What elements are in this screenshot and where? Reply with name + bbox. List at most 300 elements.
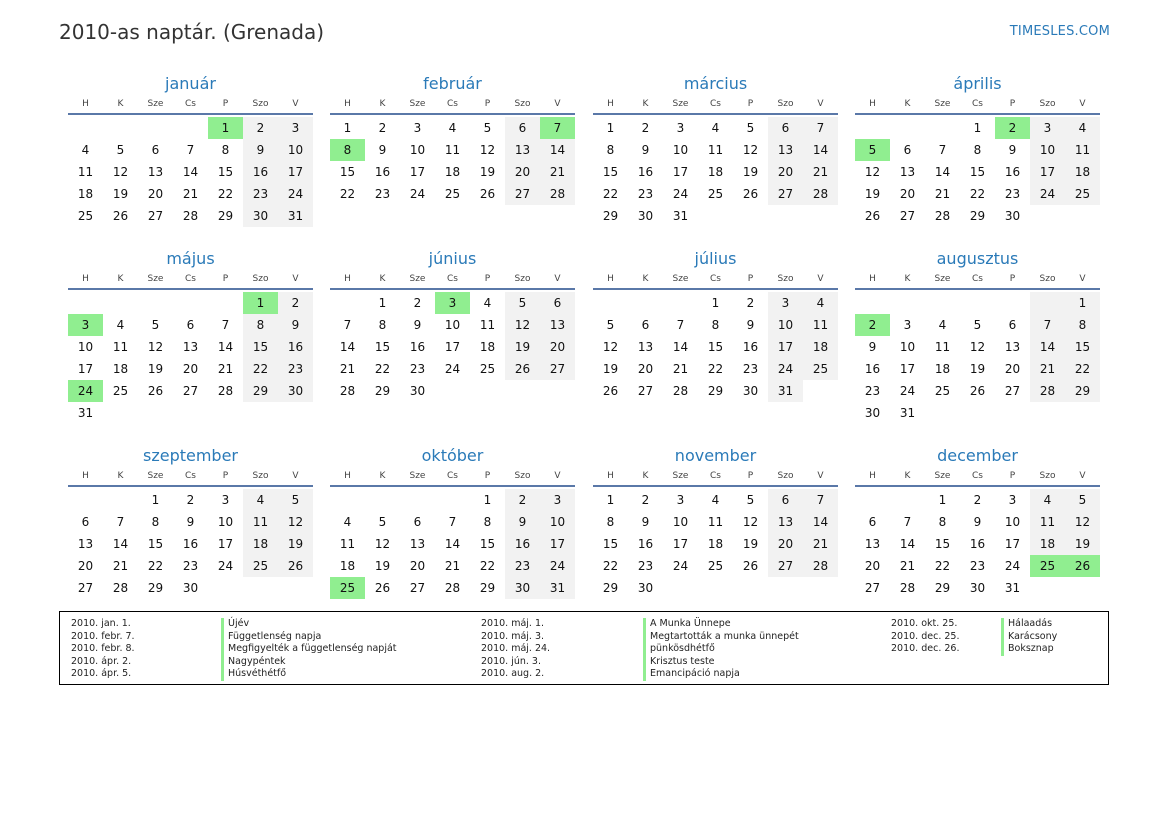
- day-cell: 25: [479, 362, 496, 376]
- day-cell: 11: [112, 340, 129, 354]
- day-cell: 11: [444, 143, 461, 157]
- day-cell: 10: [409, 143, 426, 157]
- holiday-date: 2010. febr. 8.: [71, 643, 135, 654]
- day-cell: 20: [768, 161, 803, 183]
- weekday-label: Szo: [252, 99, 269, 109]
- day-cell: 21: [934, 187, 951, 201]
- day-cell: 26: [1065, 555, 1100, 577]
- day-cell: 10: [217, 515, 234, 529]
- day-cell: 19: [969, 362, 986, 376]
- day-cell: 12: [278, 511, 313, 533]
- day-cell: 23: [864, 384, 881, 398]
- site-link[interactable]: TIMESLES.COM: [1009, 24, 1110, 39]
- day-cell: 16: [505, 533, 540, 555]
- month-name: január: [165, 74, 216, 93]
- day-grid: [330, 489, 575, 599]
- day-cell: 22: [217, 187, 234, 201]
- day-cell: 30: [969, 581, 986, 595]
- day-cell: 21: [672, 362, 689, 376]
- day-cell: 28: [934, 209, 951, 223]
- weekday-label: Sze: [147, 99, 164, 109]
- day-cell: 21: [444, 559, 461, 573]
- day-cell: 16: [409, 340, 426, 354]
- day-cell: 18: [707, 537, 724, 551]
- day-cell: 15: [147, 537, 164, 551]
- holiday-row: [71, 668, 397, 681]
- day-cell: 15: [243, 336, 278, 358]
- weekday-label: Cs: [447, 99, 458, 109]
- day-grid: [68, 292, 313, 424]
- empty-cell: [995, 292, 1030, 314]
- day-cell: 5: [505, 292, 540, 314]
- day-cell: 18: [707, 165, 724, 179]
- empty-cell: [103, 489, 138, 511]
- weekday-label: K: [904, 471, 911, 481]
- day-cell: 14: [803, 139, 838, 161]
- weekday-label: K: [904, 274, 911, 284]
- day-cell: 13: [540, 314, 575, 336]
- holiday-row: [71, 656, 397, 669]
- day-cell: 7: [448, 515, 457, 529]
- day-cell: 12: [742, 515, 759, 529]
- day-cell: 13: [864, 537, 881, 551]
- holiday-date: 2010. dec. 26.: [891, 643, 960, 654]
- holiday-row: [481, 618, 799, 631]
- day-cell: 24: [444, 362, 461, 376]
- day-cell: 18: [479, 340, 496, 354]
- month-calendar: [68, 248, 313, 424]
- day-cell: 4: [938, 318, 947, 332]
- day-cell: 6: [903, 143, 912, 157]
- day-cell: 30: [637, 581, 654, 595]
- day-cell: 15: [602, 165, 619, 179]
- day-cell: 4: [1065, 117, 1100, 139]
- day-cell: 23: [637, 559, 654, 573]
- weekday-header: [68, 467, 313, 487]
- holiday-row: [891, 631, 1057, 644]
- holiday-date: 2010. dec. 25.: [891, 630, 960, 642]
- day-cell: 25: [1030, 555, 1065, 577]
- day-cell: 2: [186, 493, 195, 507]
- weekday-label: Cs: [972, 471, 983, 481]
- empty-cell: [663, 292, 698, 314]
- day-cell: 16: [637, 165, 654, 179]
- day-cell: 12: [742, 143, 759, 157]
- holiday-name: Hálaadás: [1001, 618, 1052, 631]
- day-cell: 5: [746, 493, 755, 507]
- day-cell: 28: [182, 209, 199, 223]
- day-cell: 5: [151, 318, 160, 332]
- day-cell: 20: [899, 187, 916, 201]
- day-cell: 31: [278, 205, 313, 227]
- weekday-label: P: [484, 99, 491, 109]
- day-cell: 23: [1004, 187, 1021, 201]
- day-cell: 24: [672, 187, 689, 201]
- weekday-label: K: [642, 99, 649, 109]
- day-cell: 26: [112, 209, 129, 223]
- day-cell: 17: [899, 362, 916, 376]
- weekday-label: Sze: [147, 471, 164, 481]
- day-cell: 27: [147, 209, 164, 223]
- day-cell: 20: [540, 336, 575, 358]
- day-cell: 9: [413, 318, 422, 332]
- day-cell: 1: [938, 493, 947, 507]
- day-cell: 1: [606, 493, 615, 507]
- day-cell: 23: [409, 362, 426, 376]
- day-cell: 26: [479, 187, 496, 201]
- day-cell: 19: [374, 559, 391, 573]
- weekday-label: H: [344, 471, 351, 481]
- day-cell: 29: [602, 209, 619, 223]
- weekday-label: Cs: [710, 99, 721, 109]
- day-cell: 1: [343, 121, 352, 135]
- weekday-label: Szo: [514, 471, 531, 481]
- day-cell: 12: [147, 340, 164, 354]
- day-cell: 15: [1065, 336, 1100, 358]
- holiday-legend: [59, 611, 1109, 685]
- day-cell: 14: [1030, 336, 1065, 358]
- day-cell: 5: [483, 121, 492, 135]
- day-cell: 5: [378, 515, 387, 529]
- day-cell: 22: [602, 559, 619, 573]
- day-cell: 6: [868, 515, 877, 529]
- day-cell: 19: [278, 533, 313, 555]
- weekday-header: [855, 467, 1100, 487]
- weekday-label: H: [82, 274, 89, 284]
- day-cell: 9: [641, 515, 650, 529]
- holiday-date: 2010. máj. 1.: [481, 618, 545, 629]
- day-cell: 13: [637, 340, 654, 354]
- day-cell: 6: [151, 143, 160, 157]
- day-cell: 8: [606, 515, 615, 529]
- day-cell: 17: [278, 161, 313, 183]
- weekday-header: [330, 467, 575, 487]
- day-cell: 16: [243, 161, 278, 183]
- weekday-label: Szo: [777, 471, 794, 481]
- holiday-row: [71, 643, 397, 656]
- day-cell: 16: [374, 165, 391, 179]
- weekday-header: [330, 270, 575, 290]
- day-cell: 14: [934, 165, 951, 179]
- weekday-label: V: [817, 274, 824, 284]
- day-cell: 1: [711, 296, 720, 310]
- month-name: június: [428, 249, 477, 268]
- day-cell: 25: [112, 384, 129, 398]
- legend-column: [481, 618, 799, 681]
- day-cell: 8: [221, 143, 230, 157]
- day-cell: 19: [505, 336, 540, 358]
- day-cell: 1: [243, 292, 278, 314]
- day-cell: 27: [505, 183, 540, 205]
- day-cell: 24: [68, 380, 103, 402]
- day-cell: 7: [903, 515, 912, 529]
- empty-cell: [330, 292, 365, 314]
- day-cell: 14: [899, 537, 916, 551]
- weekday-header: [68, 270, 313, 290]
- holiday-name: Krisztus teste: [643, 656, 715, 669]
- day-cell: 8: [938, 515, 947, 529]
- holiday-name: Nagypéntek: [221, 656, 286, 669]
- day-cell: 25: [243, 555, 278, 577]
- day-grid: [855, 489, 1100, 599]
- weekday-label: H: [869, 99, 876, 109]
- day-grid: [593, 117, 838, 227]
- holiday-row: [481, 656, 799, 669]
- holiday-row: [71, 618, 397, 631]
- day-cell: 10: [899, 340, 916, 354]
- weekday-label: H: [344, 99, 351, 109]
- day-cell: 25: [707, 187, 724, 201]
- day-cell: 27: [1004, 384, 1021, 398]
- day-cell: 28: [444, 581, 461, 595]
- day-cell: 29: [147, 581, 164, 595]
- day-cell: 3: [1030, 117, 1065, 139]
- day-cell: 26: [374, 581, 391, 595]
- day-cell: 3: [676, 121, 685, 135]
- empty-cell: [68, 117, 103, 139]
- day-cell: 30: [864, 406, 881, 420]
- day-cell: 26: [278, 555, 313, 577]
- day-cell: 11: [803, 314, 838, 336]
- day-cell: 20: [409, 559, 426, 573]
- empty-cell: [593, 292, 628, 314]
- empty-cell: [628, 292, 663, 314]
- month-calendar: [593, 445, 838, 599]
- day-cell: 29: [243, 380, 278, 402]
- empty-cell: [138, 292, 173, 314]
- weekday-label: V: [1079, 99, 1086, 109]
- day-cell: 2: [278, 292, 313, 314]
- day-cell: 13: [768, 139, 803, 161]
- day-cell: 6: [186, 318, 195, 332]
- day-cell: 16: [864, 362, 881, 376]
- day-cell: 30: [505, 577, 540, 599]
- day-cell: 23: [182, 559, 199, 573]
- day-cell: 23: [637, 187, 654, 201]
- month-name: augusztus: [936, 249, 1019, 268]
- day-cell: 17: [77, 362, 94, 376]
- day-cell: 14: [672, 340, 689, 354]
- day-cell: 20: [505, 161, 540, 183]
- day-cell: 3: [903, 318, 912, 332]
- empty-cell: [890, 292, 925, 314]
- day-cell: 30: [637, 209, 654, 223]
- day-cell: 24: [899, 384, 916, 398]
- day-cell: 15: [479, 537, 496, 551]
- day-cell: 13: [77, 537, 94, 551]
- empty-cell: [855, 489, 890, 511]
- weekday-label: Sze: [409, 274, 426, 284]
- day-cell: 15: [217, 165, 234, 179]
- day-cell: 5: [606, 318, 615, 332]
- month-calendar: [330, 73, 575, 205]
- weekday-header: [593, 270, 838, 290]
- day-cell: 13: [1004, 340, 1021, 354]
- day-cell: 4: [711, 493, 720, 507]
- day-cell: 26: [969, 384, 986, 398]
- legend-column: [891, 618, 1057, 656]
- day-cell: 10: [278, 139, 313, 161]
- day-cell: 8: [151, 515, 160, 529]
- day-cell: 7: [938, 143, 947, 157]
- weekday-label: Cs: [710, 471, 721, 481]
- weekday-label: Szo: [1039, 99, 1056, 109]
- empty-cell: [855, 117, 890, 139]
- day-cell: 27: [540, 358, 575, 380]
- weekday-label: V: [554, 274, 561, 284]
- weekday-label: Cs: [447, 471, 458, 481]
- weekday-label: H: [344, 274, 351, 284]
- day-cell: 21: [182, 187, 199, 201]
- day-cell: 28: [217, 384, 234, 398]
- holiday-name: Emancipáció napja: [643, 668, 740, 681]
- weekday-label: H: [607, 274, 614, 284]
- day-cell: 13: [409, 537, 426, 551]
- weekday-label: P: [747, 274, 754, 284]
- day-cell: 24: [1030, 183, 1065, 205]
- month-calendar: [330, 445, 575, 599]
- day-cell: 29: [479, 581, 496, 595]
- day-cell: 18: [444, 165, 461, 179]
- day-cell: 17: [1030, 161, 1065, 183]
- day-cell: 31: [672, 209, 689, 223]
- day-cell: 28: [112, 581, 129, 595]
- day-cell: 21: [540, 161, 575, 183]
- day-cell: 15: [374, 340, 391, 354]
- day-cell: 7: [676, 318, 685, 332]
- day-cell: 14: [112, 537, 129, 551]
- day-cell: 2: [243, 117, 278, 139]
- day-cell: 24: [768, 358, 803, 380]
- day-cell: 19: [112, 187, 129, 201]
- weekday-label: K: [117, 274, 124, 284]
- weekday-label: P: [747, 471, 754, 481]
- day-cell: 30: [1004, 209, 1021, 223]
- day-cell: 8: [483, 515, 492, 529]
- empty-cell: [855, 292, 890, 314]
- day-cell: 6: [1008, 318, 1017, 332]
- day-cell: 4: [483, 296, 492, 310]
- day-cell: 10: [768, 314, 803, 336]
- day-cell: 29: [969, 209, 986, 223]
- weekday-label: Sze: [672, 99, 689, 109]
- day-cell: 7: [803, 489, 838, 511]
- day-cell: 9: [505, 511, 540, 533]
- day-cell: 18: [112, 362, 129, 376]
- day-grid: [330, 117, 575, 205]
- day-cell: 10: [1004, 515, 1021, 529]
- day-cell: 25: [77, 209, 94, 223]
- day-cell: 18: [339, 559, 356, 573]
- day-cell: 19: [147, 362, 164, 376]
- day-cell: 17: [540, 533, 575, 555]
- day-cell: 10: [540, 511, 575, 533]
- weekday-label: P: [1009, 274, 1016, 284]
- day-cell: 1: [208, 117, 243, 139]
- day-grid: [855, 117, 1100, 227]
- day-cell: 17: [444, 340, 461, 354]
- day-cell: 20: [77, 559, 94, 573]
- day-cell: 16: [742, 340, 759, 354]
- weekday-label: V: [292, 274, 299, 284]
- empty-cell: [68, 489, 103, 511]
- day-cell: 18: [243, 533, 278, 555]
- weekday-label: V: [817, 99, 824, 109]
- day-cell: 14: [339, 340, 356, 354]
- holiday-date: 2010. máj. 3.: [481, 630, 545, 642]
- empty-cell: [330, 489, 365, 511]
- day-cell: 24: [672, 559, 689, 573]
- holiday-name: Megfigyelték a függetlenség napját: [221, 643, 397, 656]
- day-cell: 28: [339, 384, 356, 398]
- day-cell: 3: [435, 292, 470, 314]
- day-cell: 20: [1004, 362, 1021, 376]
- day-cell: 27: [409, 581, 426, 595]
- day-cell: 24: [1004, 559, 1021, 573]
- day-cell: 12: [864, 165, 881, 179]
- month-calendar: [330, 248, 575, 402]
- day-cell: 11: [243, 511, 278, 533]
- day-cell: 5: [1065, 489, 1100, 511]
- day-cell: 30: [182, 581, 199, 595]
- empty-cell: [138, 117, 173, 139]
- day-cell: 22: [969, 187, 986, 201]
- day-cell: 12: [969, 340, 986, 354]
- day-cell: 15: [339, 165, 356, 179]
- weekday-label: P: [484, 274, 491, 284]
- weekday-label: Sze: [409, 99, 426, 109]
- day-cell: 8: [378, 318, 387, 332]
- day-cell: 21: [217, 362, 234, 376]
- day-cell: 4: [243, 489, 278, 511]
- empty-cell: [925, 117, 960, 139]
- day-cell: 8: [711, 318, 720, 332]
- day-cell: 17: [409, 165, 426, 179]
- weekday-label: V: [1079, 274, 1086, 284]
- weekday-label: Cs: [447, 274, 458, 284]
- holiday-name: Megtartották a munka ünnepét: [643, 631, 799, 644]
- day-cell: 27: [899, 209, 916, 223]
- holiday-row: [891, 643, 1057, 656]
- day-cell: 11: [339, 537, 356, 551]
- day-cell: 27: [864, 581, 881, 595]
- day-cell: 20: [147, 187, 164, 201]
- weekday-label: Szo: [514, 99, 531, 109]
- weekday-label: P: [222, 99, 229, 109]
- month-name: február: [423, 74, 482, 93]
- day-cell: 11: [707, 143, 724, 157]
- day-cell: 9: [378, 143, 387, 157]
- day-cell: 24: [540, 555, 575, 577]
- day-cell: 31: [77, 406, 94, 420]
- weekday-header: [593, 467, 838, 487]
- empty-cell: [1030, 292, 1065, 314]
- day-cell: 26: [864, 209, 881, 223]
- holiday-row: [891, 618, 1057, 631]
- day-cell: 10: [444, 318, 461, 332]
- holiday-date: 2010. máj. 24.: [481, 643, 551, 654]
- weekday-header: [855, 95, 1100, 115]
- day-cell: 27: [768, 555, 803, 577]
- weekday-label: K: [379, 471, 386, 481]
- day-cell: 20: [768, 533, 803, 555]
- weekday-label: H: [607, 99, 614, 109]
- day-cell: 16: [182, 537, 199, 551]
- day-cell: 9: [278, 314, 313, 336]
- empty-cell: [960, 292, 995, 314]
- day-cell: 26: [602, 384, 619, 398]
- day-cell: 2: [641, 121, 650, 135]
